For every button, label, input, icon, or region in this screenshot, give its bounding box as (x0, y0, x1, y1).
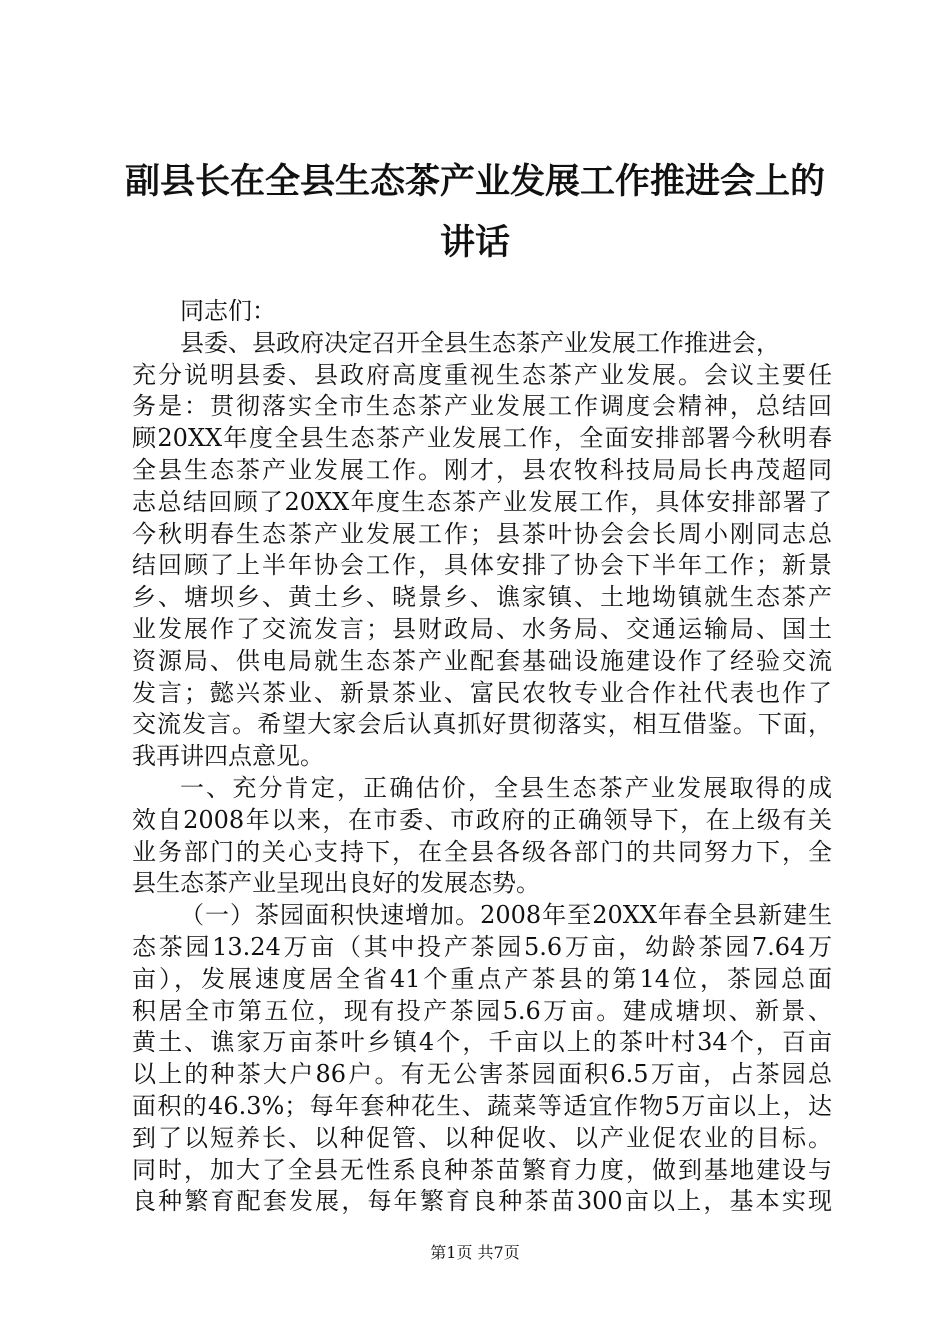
text-line: 同志们： (180, 297, 276, 325)
document-title-line-2: 讲话 (439, 222, 510, 263)
text-line: 业发展作了交流发言；县财政局、水务局、交通运输局、国土 (132, 614, 832, 643)
text-line: 以上的种茶大户86户。有无公害茶园面积6.5万亩，占茶园总 (132, 1060, 832, 1089)
text-line: 充分说明县委、县政府高度重视生态茶产业发展。会议主要任 (132, 360, 832, 389)
text-line: 同时，加大了全县无性系良种茶苗繁育力度，做到基地建设与 (132, 1155, 832, 1184)
text-line: 结回顾了上半年协会工作，具体安排了协会下半年工作；新景 (132, 551, 832, 580)
text-line: 资源局、供电局就生态茶产业配套基础设施建设作了经验交流 (132, 646, 832, 675)
text-line: 志总结回顾了20XX年度生态茶产业发展工作，具体安排部署了 (132, 487, 832, 516)
text-line: 乡、塘坝乡、黄土乡、晓景乡、谯家镇、土地坳镇就生态茶产 (132, 583, 832, 612)
text-line: 面积的46.3%；每年套种花生、蔬菜等适宜作物5万亩以上，达 (132, 1091, 832, 1120)
text-line: 交流发言。希望大家会后认真抓好贯彻落实，相互借鉴。下面， (132, 710, 832, 739)
text-line: 业务部门的关心支持下，在全县各级各部门的共同努力下，全 (132, 837, 832, 866)
text-line: （一）茶园面积快速增加。2008年至20XX年春全县新建生 (180, 901, 832, 930)
text-line: 到了以短养长、以种促管、以种促收、以产业促农业的目标。 (132, 1123, 832, 1152)
text-line: 今秋明春生态茶产业发展工作；县茶叶协会会长周小刚同志总 (132, 519, 832, 548)
text-line: 态茶园13.24万亩（其中投产茶园5.6万亩，幼龄茶园7.64万 (132, 932, 832, 961)
text-line: 发言；懿兴茶业、新景茶业、富民农牧专业合作社代表也作了 (132, 678, 832, 707)
text-line: 全县生态茶产业发展工作。刚才，县农牧科技局局长冉茂超同 (132, 455, 832, 484)
text-line: 我再讲四点意见。 (132, 742, 324, 771)
text-line: 县生态茶产业呈现出良好的发展态势。 (132, 869, 540, 898)
text-line: 黄土、谯家万亩茶叶乡镇4个，千亩以上的茶叶村34个，百亩 (132, 1028, 832, 1057)
text-line: 务是：贯彻落实全市生态茶产业发展工作调度会精神，总结回 (132, 392, 832, 421)
text-line: 效自2008年以来，在市委、市政府的正确领导下，在上级有关 (132, 805, 832, 834)
text-line: 顾20XX年度全县生态茶产业发展工作，全面安排部署今秋明春 (132, 424, 832, 453)
text-line: 积居全市第五位，现有投产茶园5.6万亩。建成塘坝、新景、 (132, 996, 832, 1025)
page-footer: 第1页 共7页 (430, 1243, 520, 1262)
document-body (132, 296, 832, 1218)
text-line: 亩），发展速度居全省41个重点产茶县的第14位，茶园总面 (132, 964, 832, 993)
text-line: 良种繁育配套发展，每年繁育良种茶苗300亩以上，基本实现 (132, 1187, 832, 1216)
text-line: 县委、县政府决定召开全县生态茶产业发展工作推进会， (180, 328, 780, 357)
document-title-line-1: 副县长在全县生态茶产业发展工作推进会上的 (124, 161, 825, 202)
text-line: 一、充分肯定，正确估价，全县生态茶产业发展取得的成 (180, 773, 832, 802)
